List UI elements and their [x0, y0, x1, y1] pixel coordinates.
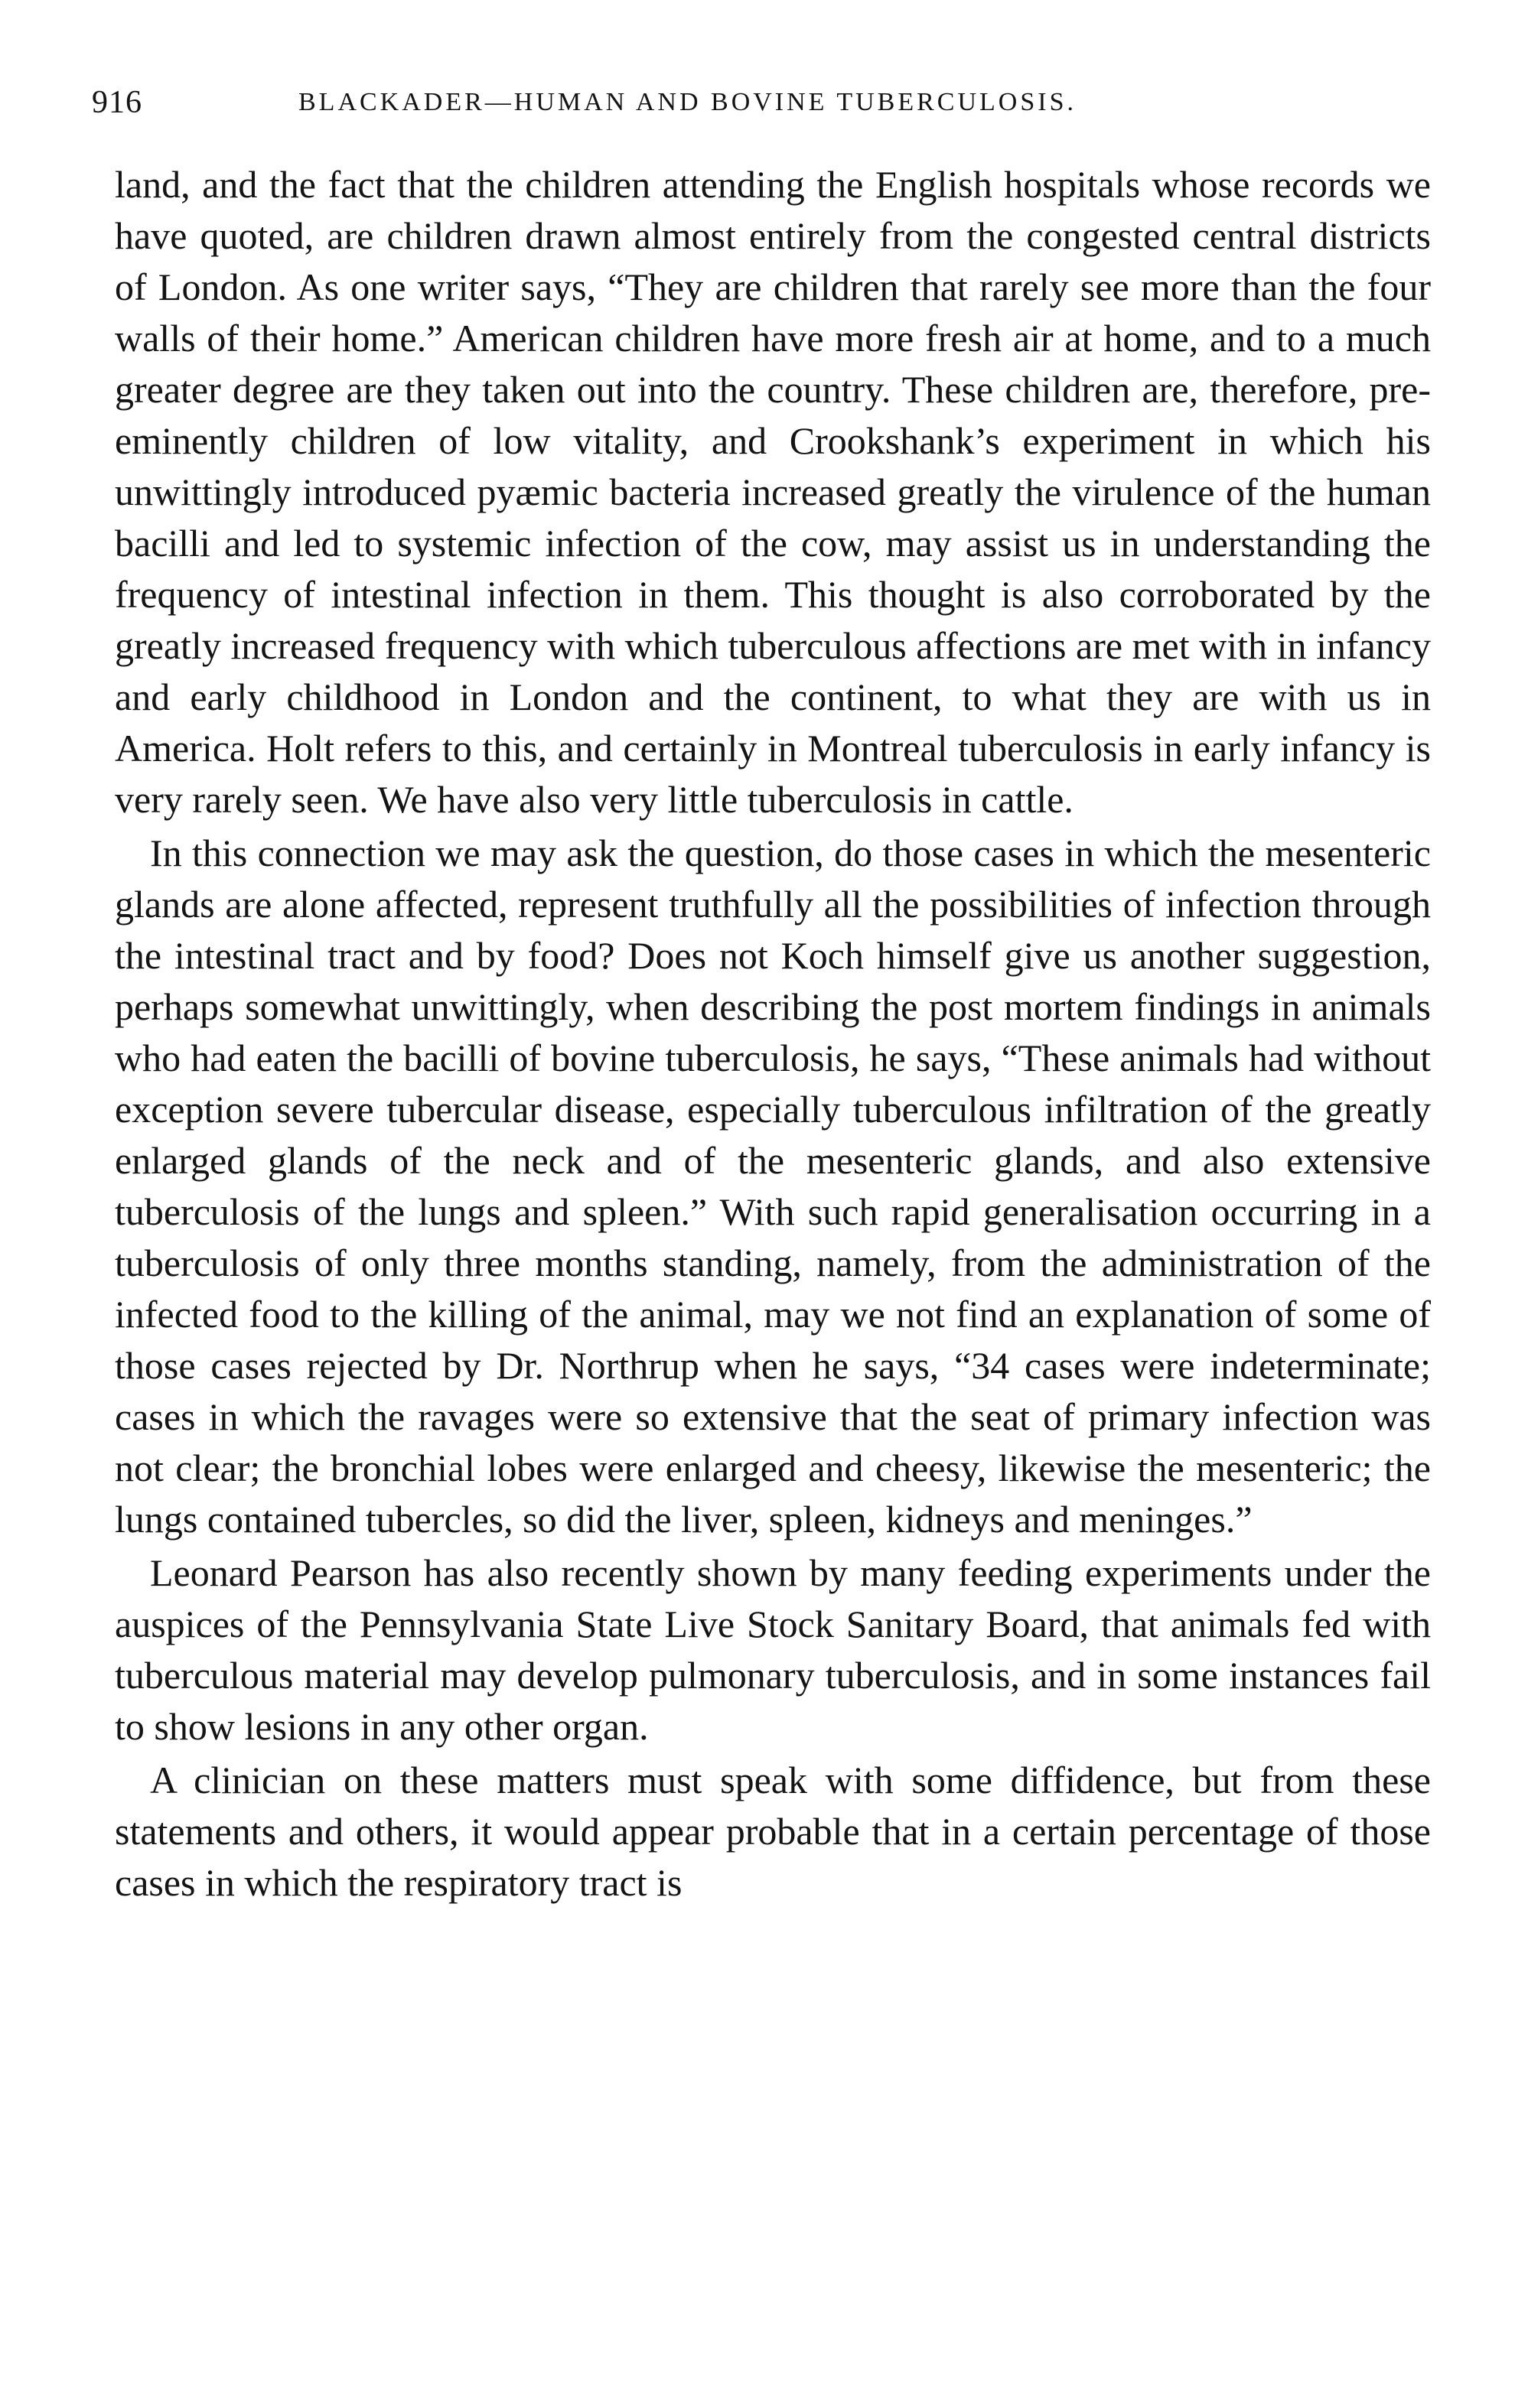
paragraph-continuation: land, and the fact that the children attending the English hospitals whose records we have quoted, are children drawn almost entirely from the congested central districts of London. As one writer says, “They are children that rarely see more than the four walls of their home.” American children have more fresh air at home, and to a much greater degree are they taken out into the country. These children are, therefore, pre-eminently children of low vitality, and Crookshank’s experiment in which his unwittingly introduced pyæmic bacteria increased greatly the virulence of the human bacilli and led to systemic infection of the cow, may assist us in understanding the frequency of intestinal infection in them. This thought is also corroborated by the greatly increased frequency with which tuberculous affections are met with in infancy and early childhood in London and the continent, to what they are with us in America. Holt refers to this, and certainly in Montreal tuberculosis in early infancy is very rarely seen. We have also very little tuberculosis in cattle. [115, 163, 1431, 821]
paragraph-pearson-experiments: Leonard Pearson has also recently shown by many feeding experiments under the auspices of the Pennsylvania State Live Stock Sanitary Board, that animals fed with tuberculous material may develop pulmonary tuberculosis, and in some instances fail to show lesions in any other organ. [115, 1551, 1431, 1748]
paragraph-koch-suggestion: In this connection we may ask the question, do those cases in which the mesenteric glands are alone affected, represent truthfully all the possibilities of infection through the intestinal tract and by food? Does not Koch himself give us another suggestion, perhaps somewhat unwittingly, when describing the post mortem findings in animals who had eaten the bacilli of bovine tuberculosis, he says, “These animals had without exception severe tubercular disease, especially tuberculous infiltration of the greatly enlarged glands of the neck and of the mesenteric glands, and also extensive tuberculosis of the lungs and spleen.” With such rapid generalisation occurring in a tuberculosis of only three months standing, namely, from the administration of the infected food to the killing of the animal, may we not find an explanation of some of those cases rejected by Dr. Northrup when he says, “34 cases were indeterminate; cases in which the ravages were so extensive that the seat of primary infection was not clear; the bronchial lobes were enlarged and cheesy, likewise the mesenteric; the lungs contained tubercles, so did the liver, spleen, kidneys and meninges.” [115, 831, 1431, 1541]
body-text [115, 159, 1431, 1909]
paragraph-clinician-note: A clinician on these matters must speak with some diffidence, but from these statements and others, it would appear probable that in a certain percentage of those cases in which the respiratory tract is [115, 1759, 1431, 1904]
running-title: BLACKADER—HUMAN AND BOVINE TUBERCULOSIS. [298, 88, 1077, 116]
running-head [92, 80, 1438, 125]
page-number: 916 [92, 85, 142, 120]
